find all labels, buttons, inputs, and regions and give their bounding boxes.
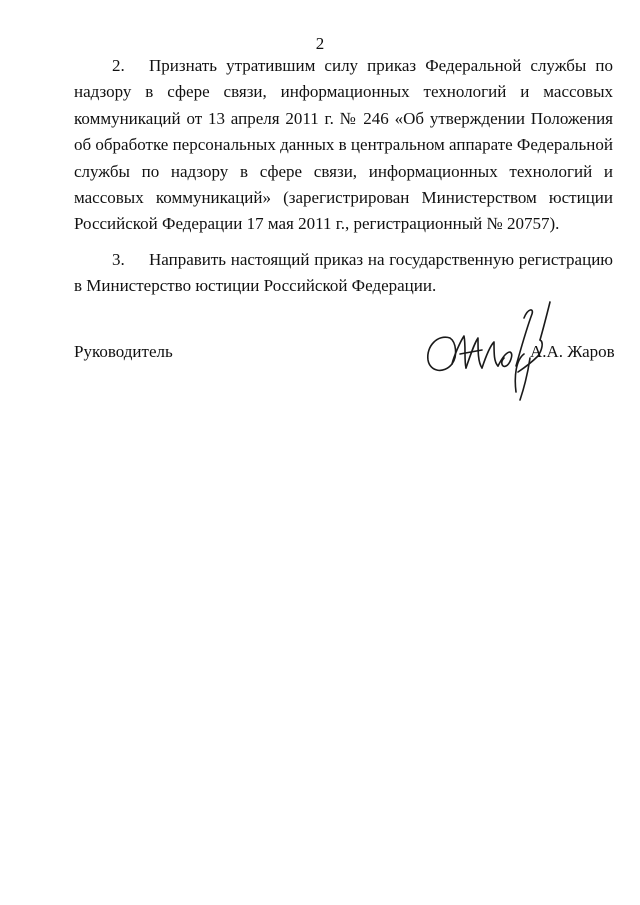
document-body	[74, 53, 613, 300]
paragraph-number: 2.	[112, 56, 125, 75]
paragraph-2	[74, 53, 613, 238]
signer-title: Руководитель	[74, 342, 173, 361]
paragraph-3	[74, 247, 613, 300]
paragraph-text: Направить настоящий приказ на государственную регистрацию в Министерство юстиции Российской Федерации.	[74, 249, 613, 296]
page-number: 2	[315, 34, 325, 53]
signer-name: А.А. Жаров	[530, 342, 615, 361]
paragraph-text: Признать утратившим силу приказ Федеральной службы по надзору в сфере связи, информационных технологий и массовых коммуникаций от 13 апреля 2011 г. № 246 «Об утверждении Положения об обработке персональных данных в центральном аппарате Федеральной службы по надзору в сфере связи, информационных технологий и массовых коммуникаций» (зарегистрирован Министерством юстиции Российской Федерации 17 мая 2011 г., регистрационный № 20757).	[74, 56, 613, 234]
paragraph-number: 3.	[112, 249, 125, 269]
